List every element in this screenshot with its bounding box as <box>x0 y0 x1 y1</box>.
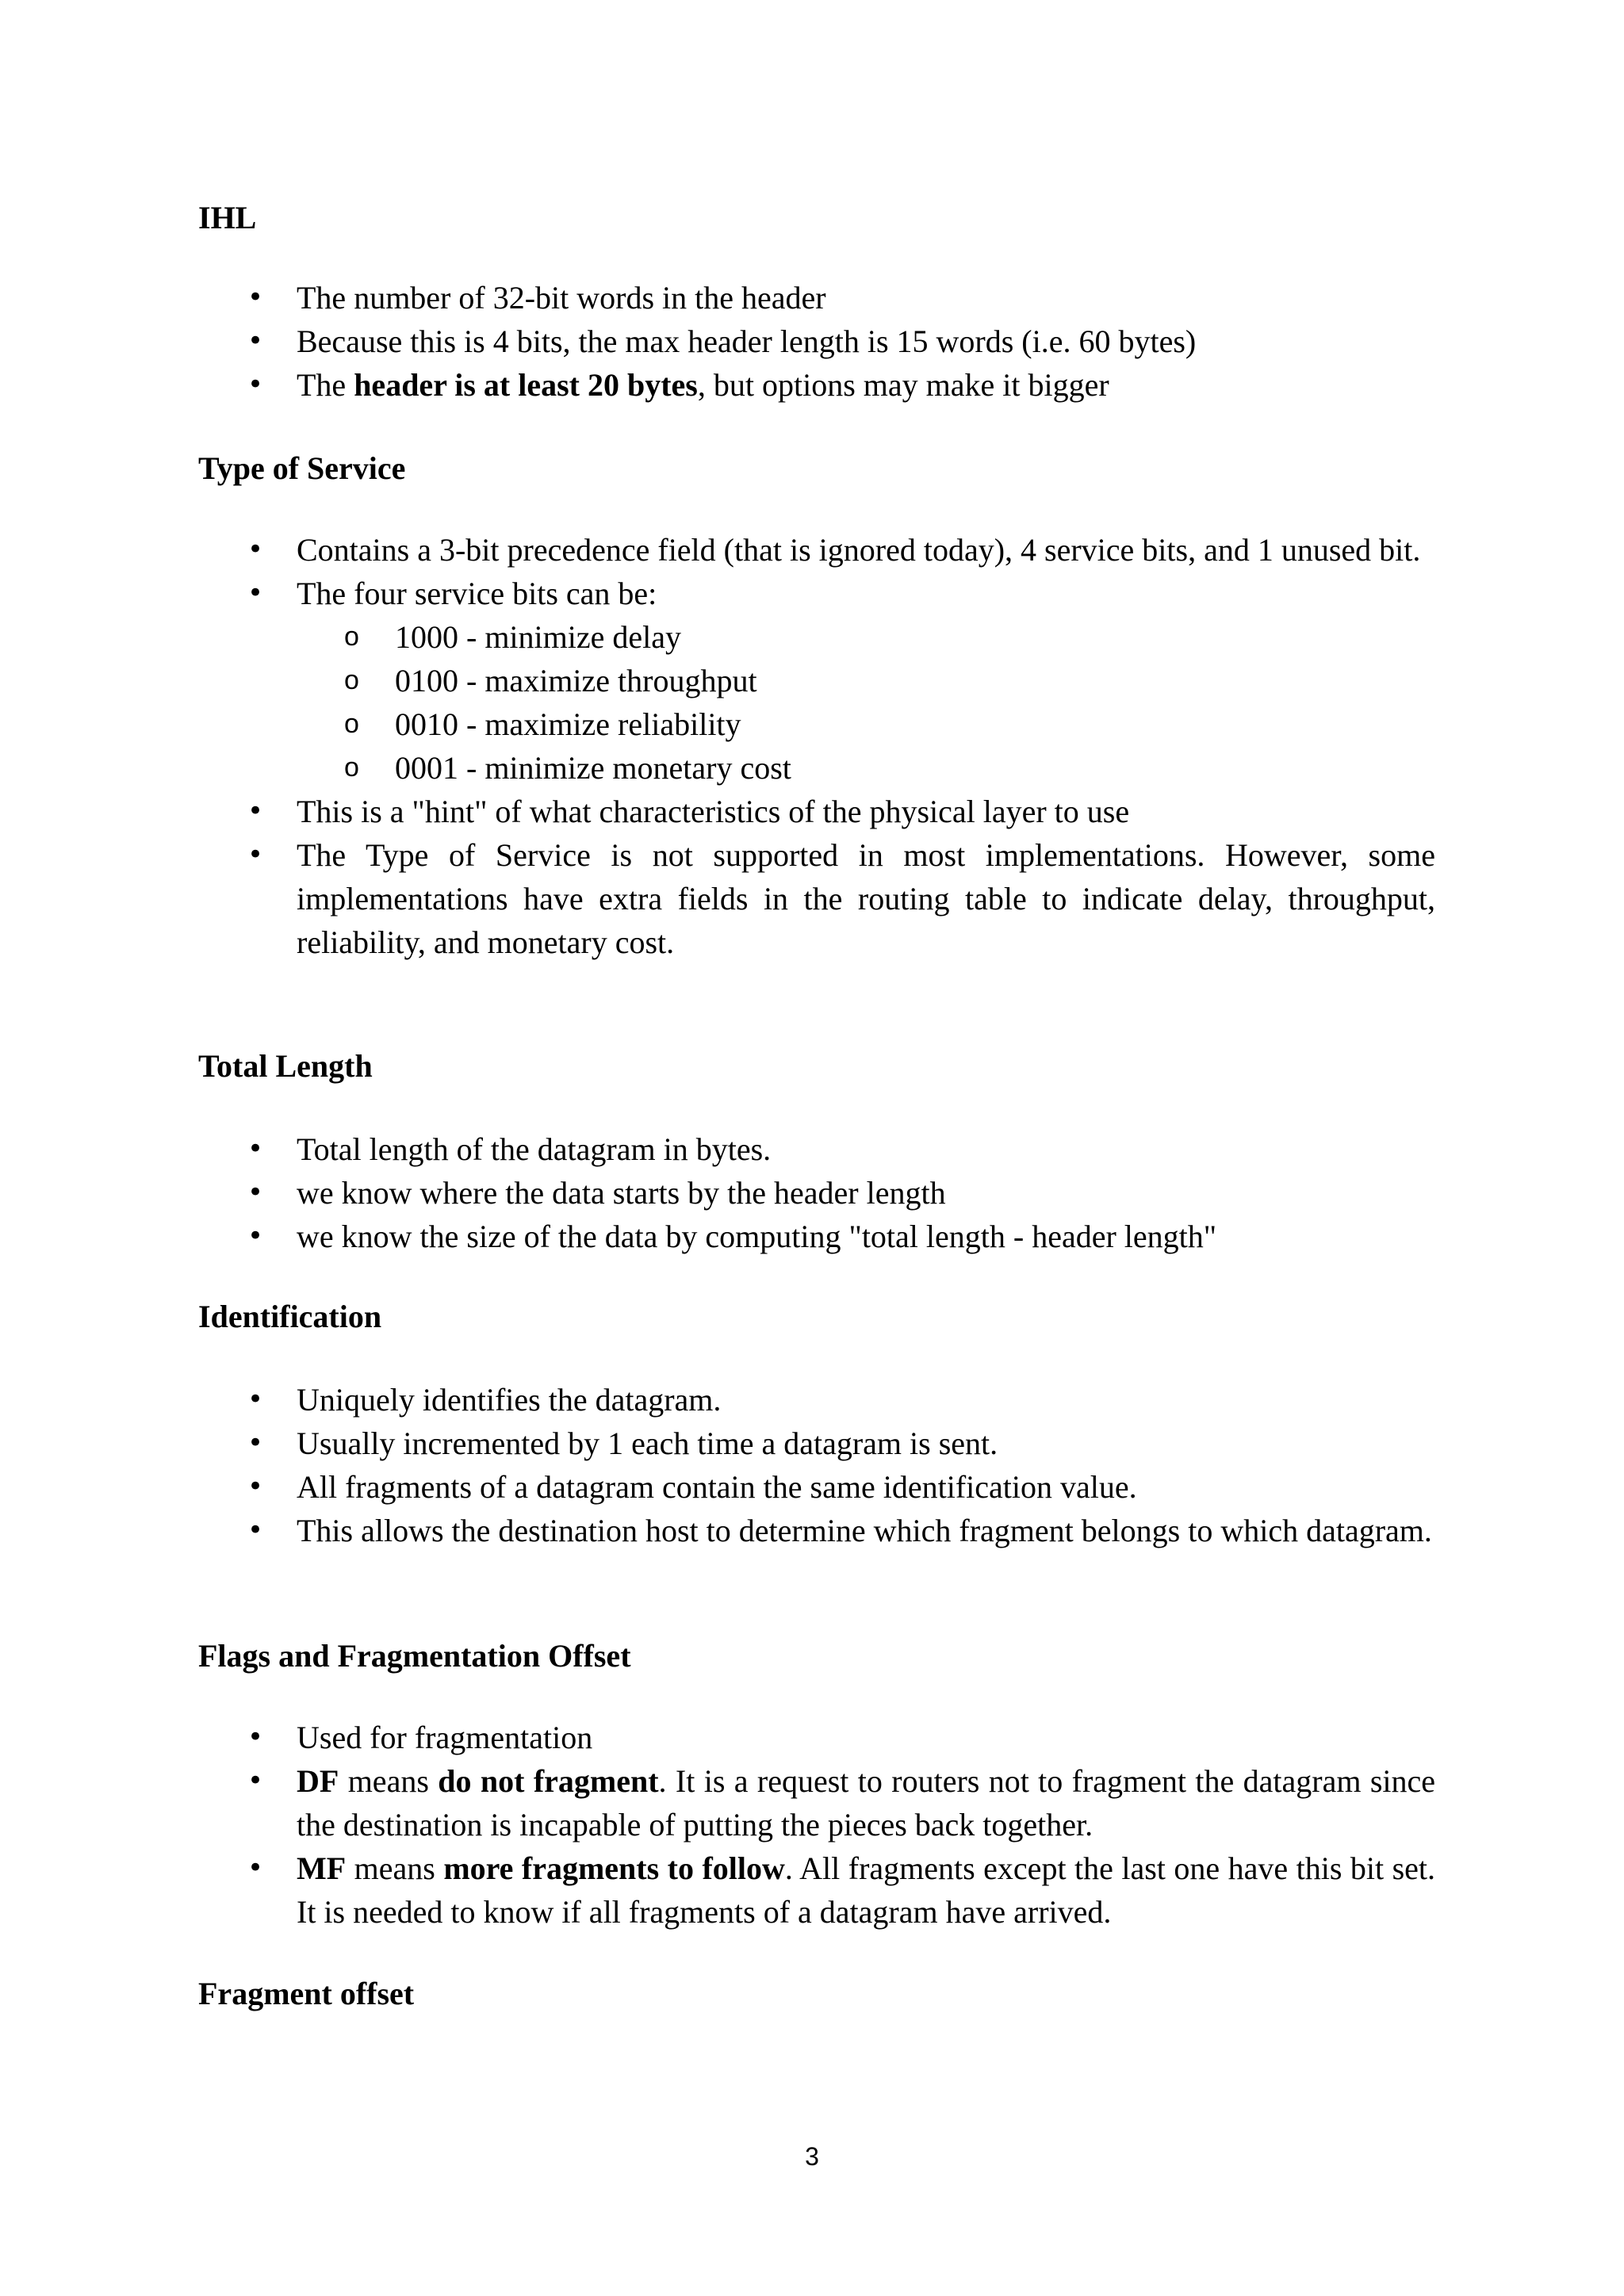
list-item <box>198 1759 1435 1846</box>
list-item: • Because this is 4 bits, the max header length is 15 words (i.e. 60 bytes) <box>198 320 1435 363</box>
list-item: • All fragments of a datagram contain the same identification value. <box>198 1465 1435 1509</box>
text-run: The four service bits can be: <box>297 576 657 611</box>
text-run: , but options may make it bigger <box>697 367 1109 403</box>
list-item: • This allows the destination host to determine which fragment belongs to which datagram. <box>198 1509 1435 1552</box>
list-item: • Used for fragmentation <box>198 1716 1435 1759</box>
heading-identification: Identification <box>198 1299 382 1334</box>
text-run: means <box>346 1850 444 1886</box>
list-item <box>198 363 1435 407</box>
sub-list-item: o 0100 - maximize throughput <box>297 659 1435 702</box>
list-type-of-service <box>198 528 1435 964</box>
heading-ihl: IHL <box>198 200 257 235</box>
heading-type-of-service: Type of Service <box>198 450 406 486</box>
list-item <box>198 572 1435 790</box>
list-flags <box>198 1716 1435 1934</box>
text-run: The <box>297 367 354 403</box>
bold-text: more fragments to follow <box>443 1850 785 1886</box>
sublist-service-bits <box>297 615 1435 790</box>
heading-flags-fragmentation-offset: Flags and Fragmentation Offset <box>198 1638 631 1674</box>
text-run: means <box>339 1763 439 1799</box>
list-total-length <box>198 1127 1435 1258</box>
bold-text: header is at least 20 bytes <box>354 367 698 403</box>
list-item: • This is a "hint" of what characteristics of the physical layer to use <box>198 790 1435 833</box>
list-item: • Total length of the datagram in bytes. <box>198 1127 1435 1171</box>
bold-term-mf: MF <box>297 1850 347 1886</box>
page-number: 3 <box>805 2142 819 2171</box>
list-item: • The Type of Service is not supported in most implementations. However, some implementations have extra fields in the routing table to indicate delay, throughput, reliability, and monetary cost. <box>198 833 1435 964</box>
list-item: • Contains a 3-bit precedence field (that is ignored today), 4 service bits, and 1 unused bit. <box>198 528 1435 572</box>
sub-list-item: o 1000 - minimize delay <box>297 615 1435 659</box>
list-identification <box>198 1378 1435 1552</box>
list-item: • we know the size of the data by computing "total length - header length" <box>198 1215 1435 1258</box>
heading-total-length: Total Length <box>198 1048 373 1084</box>
bold-text: do not fragment <box>438 1763 659 1799</box>
list-item: • The number of 32-bit words in the header <box>198 276 1435 320</box>
list-item: • Usually incremented by 1 each time a datagram is sent. <box>198 1422 1435 1465</box>
list-item <box>198 1846 1435 1934</box>
text-run: . All fragments except the last one have this bit set. It is needed to know if all fragments of a datagram have arrived. <box>297 1850 1436 1930</box>
sub-list-item: o 0001 - minimize monetary cost <box>297 746 1435 790</box>
document-page <box>198 0 1435 2296</box>
heading-fragment-offset: Fragment offset <box>198 1976 415 2011</box>
list-item: • Uniquely identifies the datagram. <box>198 1378 1435 1422</box>
list-item: • we know where the data starts by the header length <box>198 1171 1435 1215</box>
text-run: . It is a request to routers not to fragment the datagram since the destination is incapable of putting the pieces back together. <box>297 1763 1436 1843</box>
sub-list-item: o 0010 - maximize reliability <box>297 702 1435 746</box>
list-ihl <box>198 276 1435 407</box>
bold-term-df: DF <box>297 1763 339 1799</box>
